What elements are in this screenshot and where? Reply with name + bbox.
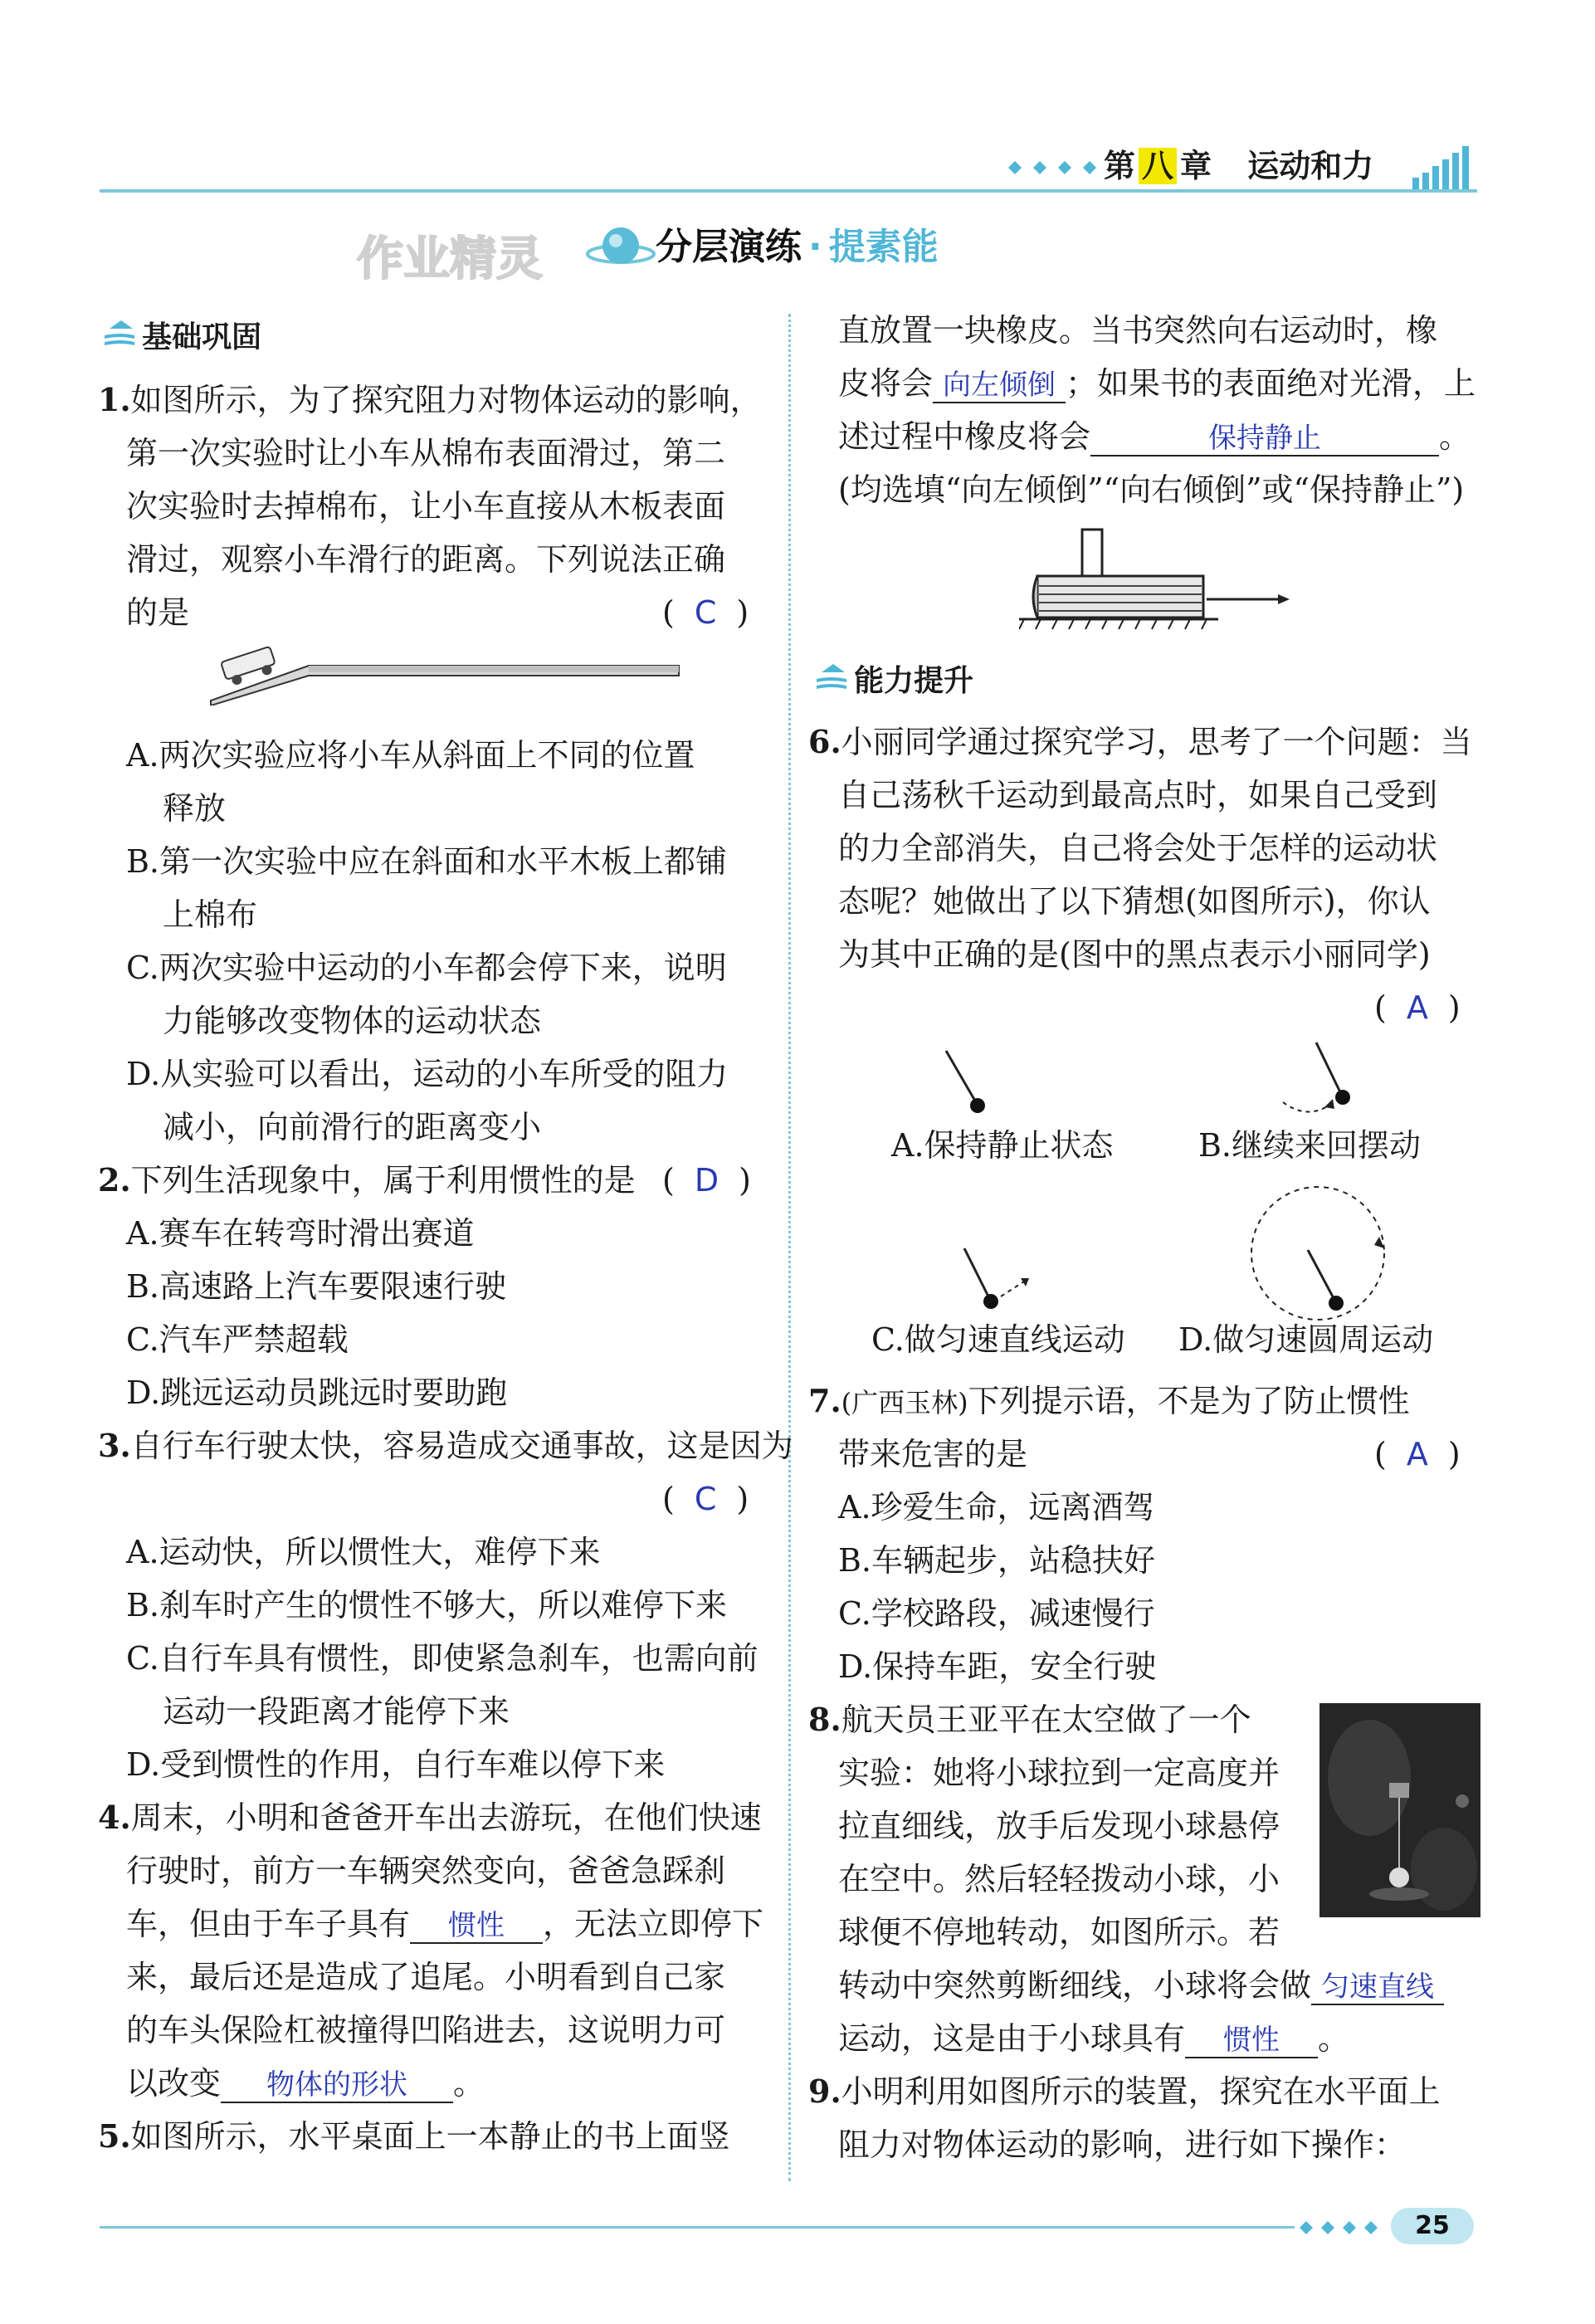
q2-option-d: D.跳远运动员跳远时要助跑 [126,1374,508,1411]
q6-figure-b [1266,1039,1366,1130]
q7-option-a: A.珍爱生命，远离酒驾 [838,1489,1155,1526]
q4-blank-2: 物体的形状 [221,2068,453,2103]
q7-option-d: D.保持车距，安全行驶 [838,1648,1157,1685]
footer-decoration [1300,2213,1391,2243]
q1-option-b: B.第一次实验中应在斜面和水平木板上都铺 [126,843,728,880]
header-rule [100,189,1477,193]
q1-option-b-cont: 上棉布 [163,896,258,933]
q7-source: (广西玉林) [841,1387,968,1418]
banner-title: 分层演练 · 提素能 [656,226,939,268]
q1-option-a-cont: 释放 [163,790,227,827]
signal-bars-icon [1411,141,1477,191]
q2-option-b: B.高速路上汽车要限速行驶 [126,1268,507,1305]
q6-answer: ( A ) [1374,989,1461,1026]
page-number: 25 [1391,2208,1474,2244]
q6-line-5: 为其中正确的是(图中的黑点表示小丽同学) [838,936,1431,973]
column-divider [788,314,791,2181]
q9-line-1: 9.小明利用如图所示的装置，探究在水平面上 [808,2073,1441,2110]
q1-option-d: D.从实验可以看出，运动的小车所受的阻力 [126,1056,729,1092]
q6-option-c: C.做匀速直线运动 [871,1321,1125,1358]
q6-line-2: 自己荡秋千运动到最高点时，如果自己受到 [838,777,1438,813]
q5-line-3: 皮将会 向左倾倒 ；如果书的表面绝对光滑，上 [838,365,1476,402]
q3-option-c: C.自行车具有惯性，即使紧急刹车，也需向前 [126,1640,758,1677]
chapter-title: 运动和力 [1247,148,1374,184]
q1-line-1: 1.如图所示，为了探究阻力对物体运动的影响， [98,381,762,418]
q4-line-1: 4.周末，小明和爸爸开车出去游玩，在他们快速 [98,1799,762,1836]
q7-line-1: 7.(广西玉林)下列提示语，不是为了防止惯性 [808,1382,1410,1419]
q7-answer: ( A ) [1374,1436,1461,1472]
q4-blank-1: 惯性 [410,1909,543,1944]
ramp-figure [209,639,682,706]
q8-blank-1: 匀速直线 [1311,1970,1444,2005]
q5-line-5: (均选填“向左倾倒”“向右倾倒”或“保持静止”) [838,471,1465,508]
q4-line-5: 的车头保险杠被撞得凹陷进去，这说明力可 [126,2012,726,2048]
section-icon [813,661,850,697]
q5-line-1: 5.如图所示，水平桌面上一本静止的书上面竖 [98,2117,730,2155]
banner-subtitle: 提素能 [828,226,939,268]
q2-answer: ( D ) [662,1162,751,1199]
watermark: 作业精灵 [357,232,543,286]
q1-line-3: 次实验时去掉棉布，让小车直接从木板表面 [126,488,726,525]
book-eraser-figure [1019,528,1293,644]
q8-line-3: 拉直细线，放手后发现小球悬停 [838,1808,1280,1844]
q9-line-2: 阻力对物体运动的影响，进行如下操作： [838,2126,1407,2163]
q4-line-2: 行驶时，前方一车辆突然变向，爸爸急踩刹 [126,1853,726,1889]
q6-line-3: 的力全部消失，自己将会处于怎样的运动状 [838,830,1438,867]
q8-line-1: 8.航天员王亚平在太空做了一个 [808,1701,1251,1738]
q6-option-a: A.保持静止状态 [891,1127,1114,1164]
space-experiment-photo [1319,1703,1480,1917]
q6-line-4: 态呢？她做出了以下猜想(如图所示)，你认 [838,883,1431,920]
q1-option-d-cont: 减小，向前滑行的距离变小 [163,1109,542,1145]
q4-line-4: 来，最后还是造成了追尾。小明看到自己家 [126,1959,726,1995]
q1-line-4: 滑过，观察小车滑行的距离。下列说法正确 [126,541,726,578]
q7-line-2: 带来危害的是 [838,1436,1028,1472]
q3-option-c-cont: 运动一段距离才能停下来 [163,1693,510,1730]
header-decoration [1008,151,1108,184]
q6-option-d: D.做匀速圆周运动 [1178,1321,1434,1358]
q2-option-a: A.赛车在转弯时滑出赛道 [126,1215,475,1252]
q8-line-5: 球便不停地转动，如图所示。若 [838,1914,1280,1950]
q7-option-b: B.车辆起步，站稳扶好 [838,1542,1156,1579]
q5-line-2: 直放置一块橡皮。当书突然向右运动时，橡 [838,312,1438,349]
q6-line-1: 6.小丽同学通过探究学习，思考了一个问题：当 [808,723,1472,760]
q4-line-6: 以改变 物体的形状 。 [126,2065,485,2102]
q8-line-7: 运动，这是由于小球具有 惯性 。 [838,2020,1350,2057]
q7-option-c: C.学校路段，减速慢行 [838,1595,1155,1632]
q1-option-a: A.两次实验应将小车从斜面上不同的位置 [126,737,695,774]
q6-option-b: B.继续来回摆动 [1198,1127,1422,1164]
chapter-number: 八 [1139,148,1177,184]
section-advanced: 能力提升 [813,657,973,699]
q2-option-c: C.汽车严禁超载 [126,1321,349,1358]
q6-figure-a [941,1047,1016,1130]
q8-line-4: 在空中。然后轻轻拨动小球，小 [838,1861,1280,1897]
q3-answer: ( C ) [662,1481,749,1517]
q3-stem: 3.自行车行驶太快，容易造成交通事故，这是因为 [98,1427,793,1464]
q1-line-2: 第一次实验时让小车从棉布表面滑过，第二 [126,435,726,471]
footer-rule [100,2226,1295,2229]
q8-line-2: 实验：她将小球拉到一定高度并 [838,1755,1280,1791]
q8-line-6: 转动中突然剪断细线，小球将会做 匀速直线 [838,1959,1444,2012]
q5-blank-2: 保持静止 [1090,422,1439,456]
q4-line-3: 车，但由于车子具有 惯性 ，无法立即停下 [126,1906,764,1942]
q5-blank-1: 向左倾倒 [933,369,1066,403]
chapter-label: 第 八 章 运动和力 [1104,148,1374,184]
q1-line-5: 的是 [126,594,190,631]
section-icon [101,317,138,354]
q3-option-a: A.运动快，所以惯性大，难停下来 [126,1534,601,1570]
globe-icon [586,217,656,279]
q5-line-4: 述过程中橡皮将会 保持静止 。 [838,418,1471,455]
q8-blank-2: 惯性 [1185,2024,1318,2058]
q1-option-c: C.两次实验中运动的小车都会停下来，说明 [126,950,727,986]
q3-option-d: D.受到惯性的作用，自行车难以停下来 [126,1746,666,1783]
q3-option-b: B.刹车时产生的惯性不够大，所以难停下来 [126,1587,728,1623]
q2-stem: 2.下列生活现象中，属于利用惯性的是 [98,1161,636,1199]
q1-option-c-cont: 力能够改变物体的运动状态 [163,1003,542,1039]
section-basic: 基础巩固 [101,314,261,355]
q1-answer: ( C ) [662,594,749,631]
